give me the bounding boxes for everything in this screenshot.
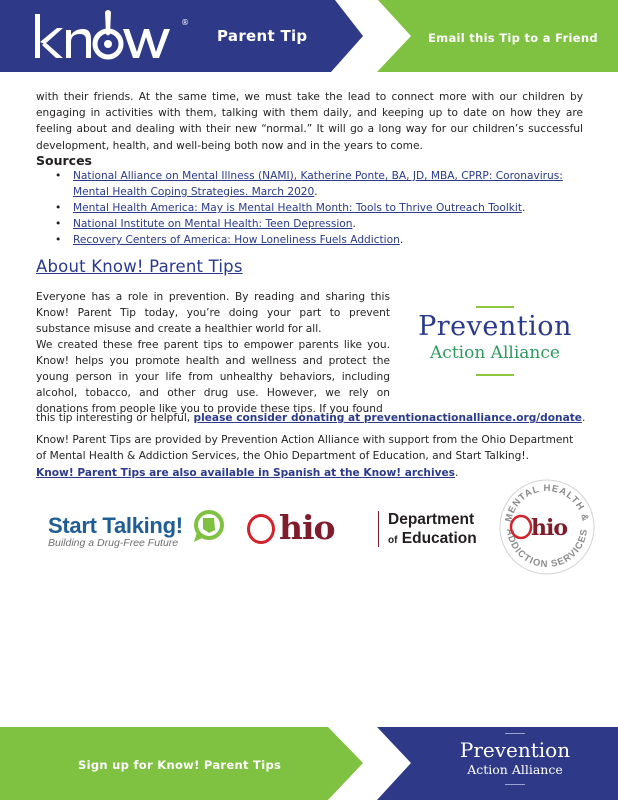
dept-of: of (388, 535, 398, 546)
paa-logo-line1: Prevention (418, 311, 572, 342)
intro-paragraph: with their friends. At the same time, we must take the lead to connect more with our children by engaging in activities with them, talking with them daily, and keeping up to date on how they are feeling about and dealing with their new “normal.” It will go a long way for our children’s successful development, health, and well-being both now and in the years to come. (36, 91, 583, 152)
about-heading-link[interactable]: About Know! Parent Tips (36, 257, 243, 276)
svg-text:hio: hio (531, 515, 568, 541)
donate-lead-text: this tip interesting or helpful, (36, 412, 194, 424)
spanish-archives-link[interactable]: Know! Parent Tips are also available in Spanish at the Know! archives (36, 467, 455, 479)
footer-paa-logo[interactable] (430, 733, 600, 785)
about-paragraph-3: Know! Parent Tips are provided by Prevention Action Alliance with support from the Ohio Department of Mental Health & Addiction Services, the Ohio Department of Education, and Start Talking!. (36, 434, 574, 463)
svg-text:MENTAL HEALTH &: MENTAL HEALTH & (503, 482, 591, 524)
start-talking-title: Start Talking! (48, 513, 183, 538)
article-body (36, 89, 583, 154)
footer-banner (0, 727, 618, 800)
dept-line2: Education (401, 530, 477, 547)
header-title: Parent Tip (217, 27, 308, 45)
logo-rule-top (476, 306, 514, 308)
header-banner (0, 0, 618, 72)
source-suffix: . (352, 218, 356, 231)
email-tip-link[interactable]: Email this Tip to a Friend (428, 31, 598, 45)
footer-logo-rule-top (505, 733, 525, 734)
footer-paa-line2: Action Alliance (467, 762, 563, 777)
about-paragraph-1: Everyone has a role in prevention. By reading and sharing this Know! Parent Tip today, you’re doing your part to prevent substance misuse and create a healthier world for all. (36, 291, 390, 335)
source-suffix: . (314, 186, 318, 199)
source-item (55, 216, 585, 232)
about-paragraph-4 (36, 467, 458, 479)
paa-logo-line2: Action Alliance (430, 343, 560, 363)
know-logo-icon (33, 8, 183, 68)
source-link-nimh[interactable]: National Institute on Mental Health: Teen Depression (73, 218, 353, 231)
about-paragraph-2: We created these free parent tips to empower parents like you. Know! helps you promote health and wellness and protect the young person in your life from unhealthy behaviors, including alcohol, tobacco, and other drug use. However, we rely on donations from people like you to provide these tips. If you found (36, 339, 390, 415)
footer-logo-rule-bottom (505, 784, 525, 785)
source-item (55, 200, 585, 216)
spanish-suffix: . (454, 467, 459, 479)
speech-bubble-ohio-icon (192, 510, 226, 544)
signup-link[interactable]: Sign up for Know! Parent Tips (78, 758, 282, 772)
source-suffix: . (522, 202, 526, 215)
logo-rule-bottom (476, 374, 514, 376)
know-logo (33, 8, 193, 64)
source-item (55, 232, 585, 248)
ohio-text: hio (279, 508, 335, 547)
ohio-wordmark (245, 508, 335, 547)
svg-text:ADDICTION SERVICES: ADDICTION SERVICES (503, 527, 591, 571)
source-link-nami[interactable]: National Alliance on Mental Illness (NAMI), Katherine Ponte, BA, JD, MBA, CPRP: Coronavirus: Mental Health Coping Strategies. March 2020 (73, 170, 563, 199)
registered-mark: ® (181, 18, 189, 27)
dept-line1: Department (388, 511, 475, 528)
source-link-rca[interactable]: Recovery Centers of America: How Loneliness Fuels Addiction (73, 234, 400, 247)
source-suffix: . (399, 234, 404, 247)
ohio-mental-health-addiction-services-seal-icon[interactable] (497, 477, 597, 577)
source-link-mha[interactable]: Mental Health America: May is Mental Health Month: Tools to Thrive Outreach Toolkit (73, 202, 522, 215)
about-paragraph-2-tail (36, 410, 596, 426)
sources-list (55, 168, 585, 248)
footer-paa-line1: Prevention (459, 738, 571, 762)
donate-suffix: . (581, 412, 586, 424)
prevention-action-alliance-logo[interactable] (400, 306, 590, 376)
department-text (388, 510, 477, 550)
start-talking-logo[interactable] (48, 513, 183, 549)
source-item (55, 168, 585, 200)
donate-link[interactable]: please consider donating at preventionactionalliance.org/donate (193, 412, 582, 424)
start-talking-tagline: Building a Drug-Free Future (48, 537, 179, 549)
sources-heading: Sources (36, 153, 92, 168)
logo-divider (378, 511, 379, 547)
